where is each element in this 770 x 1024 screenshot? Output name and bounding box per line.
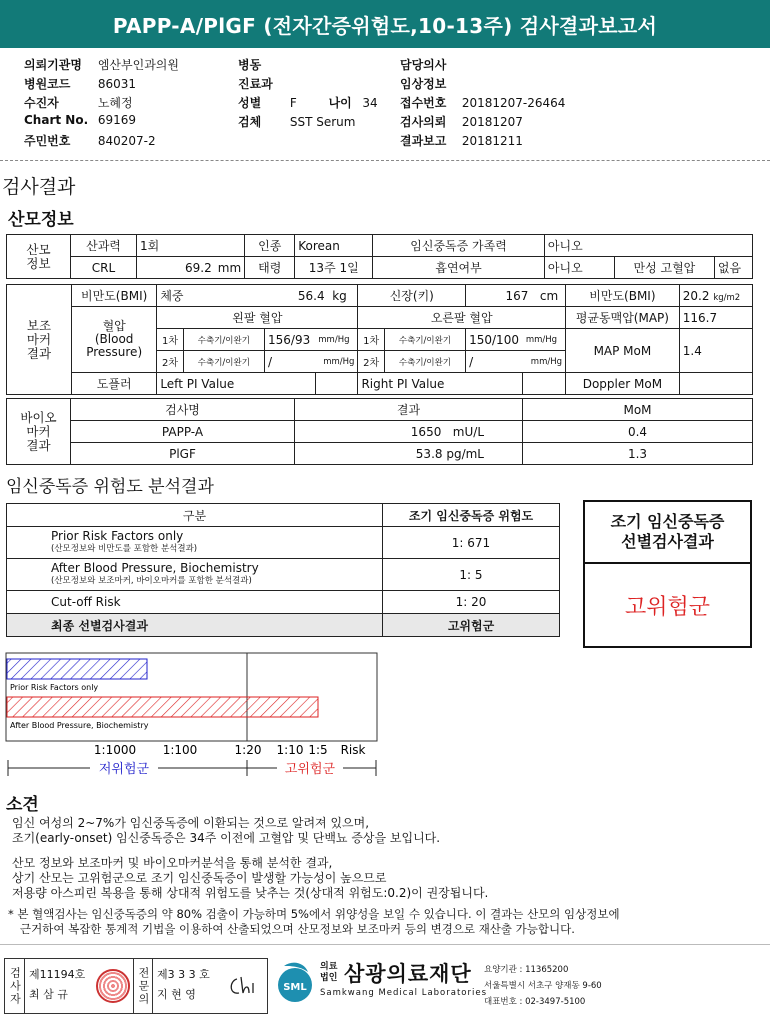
table-row: [7, 527, 560, 559]
header-label: 주민번호: [24, 134, 71, 148]
opinion-block-1: [12, 816, 752, 846]
table-row: [7, 443, 753, 465]
left-first-sysdia: 수축기/이완기: [183, 329, 264, 351]
map-mom-value: 1.4: [679, 329, 752, 373]
bio-unit: pg/mL: [446, 446, 484, 461]
doctor-info: [153, 959, 223, 1013]
maternal-table: [6, 234, 753, 279]
bio-result-cell: [295, 421, 523, 443]
aux-marker-table: [6, 284, 753, 395]
header-label: 검사의뢰: [400, 115, 447, 129]
high-risk-label: 고위험군: [284, 762, 336, 777]
bio-name: PlGF: [71, 443, 295, 465]
right-second-value: /: [466, 351, 523, 373]
height-label: 신장(키): [358, 285, 466, 307]
hypertension-label: 만성 고혈압: [614, 257, 714, 279]
footnote-line: 근거하여 복잡한 통계적 기법을 이용하여 산출되었으며 산모정보와 보조마커 등의 변경으로 재산출 가능합니다.: [20, 922, 575, 936]
risk-table: [6, 503, 560, 637]
risk-row-value: 1: 5: [383, 559, 560, 591]
crl-unit: mm: [215, 257, 245, 279]
left-second-sysdia: 수축기/이완기: [183, 351, 264, 373]
tick-label: 1:1000: [93, 743, 137, 757]
org-logo: [272, 958, 318, 1004]
risk-row-sub: (산모정보와 보조마커, 바이오마커를 포함한 분석결과): [51, 575, 252, 586]
org-institution-code: 요양기관 : 11365200: [484, 965, 569, 975]
map-value: 116.7: [679, 307, 752, 329]
right-second-sysdia: 수축기/이완기: [384, 351, 465, 373]
seal-icon: [96, 969, 130, 1003]
header-divider: [0, 160, 770, 161]
bio-result-cell: [295, 443, 523, 465]
table-row: [7, 559, 560, 591]
header-label: 병동: [238, 58, 262, 72]
risk-header-value: 조기 임신중독증 위험도: [383, 504, 560, 527]
left-first-unit: mm/Hg: [315, 329, 358, 351]
bmi-label-2: 비만도(BMI): [566, 285, 680, 307]
opinion-heading: 소견: [6, 795, 39, 815]
risk-row-main: After Blood Pressure, Biochemistry: [51, 560, 259, 575]
hypertension-value: 없음: [714, 257, 752, 279]
right-second-unit: mm/Hg: [523, 351, 566, 373]
map-mom-label: MAP MoM: [566, 329, 680, 373]
right-first-value: 150/100: [466, 329, 523, 351]
header-col2: [238, 56, 388, 132]
maternal-side-label: 산모 정보: [7, 235, 71, 279]
final-result-value: 고위험군: [383, 614, 560, 637]
org-prefix: 의료법인: [320, 962, 338, 983]
race-label: 인종: [245, 235, 295, 257]
screening-box-title: 조기 임신중독증 선별검사결과: [585, 502, 750, 564]
table-row: [7, 421, 753, 443]
doctor-signature: [223, 959, 267, 1013]
height-value-cell: [466, 285, 566, 307]
risk-row-label: [7, 527, 383, 559]
header-label: 병원코드: [24, 77, 71, 91]
screening-box-result: 고위험군: [624, 594, 710, 620]
right-pi-label: Right PI Value: [358, 373, 523, 395]
footnote: [8, 907, 768, 937]
left-pi-label: Left PI Value: [157, 373, 315, 395]
weight-unit: kg: [332, 288, 347, 303]
opinion-line: 상기 산모는 고위험군으로 조기 임신중독증이 발생할 가능성이 높으므로: [12, 871, 387, 885]
left-first-label: 1차: [157, 329, 183, 351]
tick-label: 1:100: [162, 743, 198, 757]
left-second-unit: mm/Hg: [315, 351, 358, 373]
bio-header-result: 결과: [295, 399, 523, 421]
doppler-mom-value: [679, 373, 752, 395]
age-value: 34: [362, 96, 378, 110]
org-english-name: Samkwang Medical Laboratories: [320, 988, 488, 998]
bio-result: 1650: [410, 424, 442, 439]
family-history-value: 아니오: [544, 235, 752, 257]
bp-label: 혈압 (Blood Pressure): [72, 307, 157, 373]
right-second-label: 2차: [358, 351, 384, 373]
org-contact: [484, 962, 602, 1010]
risk-row-main: Cut-off Risk: [7, 591, 383, 614]
right-pi-value: [523, 373, 566, 395]
logo-text: SML: [283, 982, 307, 993]
left-pi-value: [315, 373, 358, 395]
weight-label: 체중: [157, 285, 265, 307]
header-value: SST Serum: [289, 115, 356, 129]
header-label: 진료과: [238, 77, 273, 91]
signature-box: [4, 958, 268, 1014]
org-phone: 대표번호 : 02-3497-5100: [484, 997, 586, 1007]
screening-result-box: [583, 500, 752, 648]
header-label: 검체: [238, 115, 262, 129]
aux-side-label: 보조 마커 결과: [7, 285, 72, 395]
bmi-value: 20.2: [682, 288, 710, 303]
height-value: 167: [505, 288, 529, 303]
height-unit: cm: [539, 288, 559, 303]
bmi-unit: kg/m2: [713, 292, 741, 303]
smoking-value: 아니오: [544, 257, 614, 279]
header-value: 20181211: [461, 134, 523, 148]
bmi-label: 비만도(BMI): [72, 285, 157, 307]
left-arm-label: 왼팔 혈압: [157, 307, 358, 329]
bio-name: PAPP-A: [71, 421, 295, 443]
header-value: 노혜정: [97, 96, 133, 110]
left-second-value: /: [265, 351, 316, 373]
map-label: 평균동맥압(MAP): [566, 307, 680, 329]
ga-label: 태령: [245, 257, 295, 279]
header-value: 20181207-26464: [461, 96, 566, 110]
risk-bar-chart: [0, 650, 400, 780]
maternal-heading: 산모정보: [8, 210, 74, 230]
tester-name: 최 삼 규: [29, 988, 68, 1001]
smoking-label: 흡연여부: [373, 257, 545, 279]
tick-label: 1:5: [308, 743, 328, 757]
crl-value: 69.2: [137, 257, 215, 279]
bmi-value-cell: [679, 285, 752, 307]
risk-header-category: 구분: [7, 504, 383, 527]
race-value: Korean: [295, 235, 373, 257]
org-address: 서울특별시 서초구 양재동 9-60: [484, 981, 602, 991]
analysis-heading: 임신중독증 위험도 분석결과: [6, 477, 214, 497]
header-value: F: [289, 96, 297, 110]
header-label: 담당의사: [400, 58, 447, 72]
final-result-label: 최종 선별검사결과: [7, 614, 383, 637]
risk-row-main: Prior Risk Factors only: [51, 528, 184, 543]
bio-result: 53.8: [415, 446, 443, 461]
table-row: [7, 591, 560, 614]
results-heading: 검사결과: [2, 176, 76, 198]
parity-value: 1회: [137, 235, 245, 257]
tester-seal: [93, 959, 133, 1013]
tick-label: 1:10: [276, 743, 304, 757]
opinion-line: 저용량 아스피린 복용을 통해 상대적 위험도를 낮추는 것(상대적 위험도:0.2)이 권장됩니다.: [12, 886, 489, 900]
bio-mom: 1.3: [523, 443, 753, 465]
bar-prior-label: Prior Risk Factors only: [10, 683, 99, 692]
crl-label: CRL: [71, 257, 137, 279]
age-label: 나이: [328, 96, 352, 110]
tester-number: 제11194호: [29, 968, 86, 981]
family-history-label: 임신중독증 가족력: [373, 235, 545, 257]
right-first-unit: mm/Hg: [523, 329, 566, 351]
weight-value-cell: [265, 285, 358, 307]
bio-unit: mU/L: [452, 424, 484, 439]
risk-row-sub: (산모정보와 비만도를 포함한 분석결과): [51, 543, 198, 554]
footnote-line: * 본 혈액검사는 임신중독증의 약 80% 검출이 가능하며 5%에서 위양성을 보일 수 있습니다. 이 결과는 산모의 임상정보에: [8, 907, 620, 921]
sml-logo-icon: [272, 958, 318, 1004]
header-value: 엠산부인과의원: [97, 58, 179, 72]
tick-label: Risk: [340, 743, 366, 757]
header-label: 성별: [238, 96, 262, 110]
bio-header-name: 검사명: [71, 399, 295, 421]
opinion-block-2: [12, 856, 752, 901]
footer-divider: [0, 944, 770, 945]
risk-row-label: [7, 559, 383, 591]
report-title: PAPP-A/PlGF (전자간증위험도,10-13주) 검사결과보고서: [0, 0, 770, 48]
risk-row-value: 1: 20: [383, 591, 560, 614]
header-label: 임상정보: [400, 77, 447, 91]
bio-header-mom: MoM: [523, 399, 753, 421]
bar-after-label: After Blood Pressure, Biochemistry: [10, 721, 149, 730]
doppler-mom-label: Doppler MoM: [566, 373, 680, 395]
ga-value: 13주 1일: [295, 257, 373, 279]
header-value: 20181207: [461, 115, 523, 129]
weight-value: 56.4: [297, 288, 325, 303]
header-value: 69169: [97, 113, 137, 127]
opinion-line: 산모 정보와 보조마커 및 바이오마커분석을 통해 분석한 결과,: [12, 856, 333, 870]
header-value: 86031: [97, 77, 137, 91]
header-label: Chart No.: [24, 113, 89, 127]
tick-label: 1:20: [234, 743, 262, 757]
opinion-line: 조기(early-onset) 임신중독증은 34주 이전에 고혈압 및 단백뇨 증상을 보입니다.: [12, 831, 441, 845]
left-second-label: 2차: [157, 351, 183, 373]
bio-side-label: 바이오 마커 결과: [7, 399, 71, 465]
header-col3: [400, 56, 600, 151]
header-label: 결과보고: [400, 134, 447, 148]
doctor-name: 지 현 영: [157, 988, 196, 1001]
risk-row-value: 1: 671: [383, 527, 560, 559]
doctor-number: 제3 3 3 호: [157, 968, 210, 981]
header-label: 의뢰기관명: [24, 58, 82, 72]
header-value: 840207-2: [97, 134, 156, 148]
tester-info: [25, 959, 93, 1013]
bio-mom: 0.4: [523, 421, 753, 443]
opinion-line: 임신 여성의 2~7%가 임신중독증에 이환되는 것으로 알려져 있으며,: [12, 816, 370, 830]
right-arm-label: 오른팔 혈압: [358, 307, 566, 329]
header-label: 수진자: [24, 96, 59, 110]
doppler-label: 도플러: [72, 373, 157, 395]
right-first-sysdia: 수축기/이완기: [384, 329, 465, 351]
bar-prior-risk: [7, 659, 147, 679]
parity-label: 산과력: [71, 235, 137, 257]
doctor-label: 전문의: [133, 959, 153, 1013]
header-col1: [24, 56, 224, 151]
org-name: 삼광의료재단: [344, 962, 472, 986]
left-first-value: 156/93: [265, 329, 316, 351]
tester-label: 검사자: [5, 959, 25, 1013]
biomarker-table: [6, 398, 753, 465]
right-first-label: 1차: [358, 329, 384, 351]
low-risk-label: 저위험군: [98, 762, 150, 777]
bar-after-bp: [7, 697, 318, 717]
signature-icon: [227, 973, 263, 999]
header-label: 접수번호: [400, 96, 447, 110]
